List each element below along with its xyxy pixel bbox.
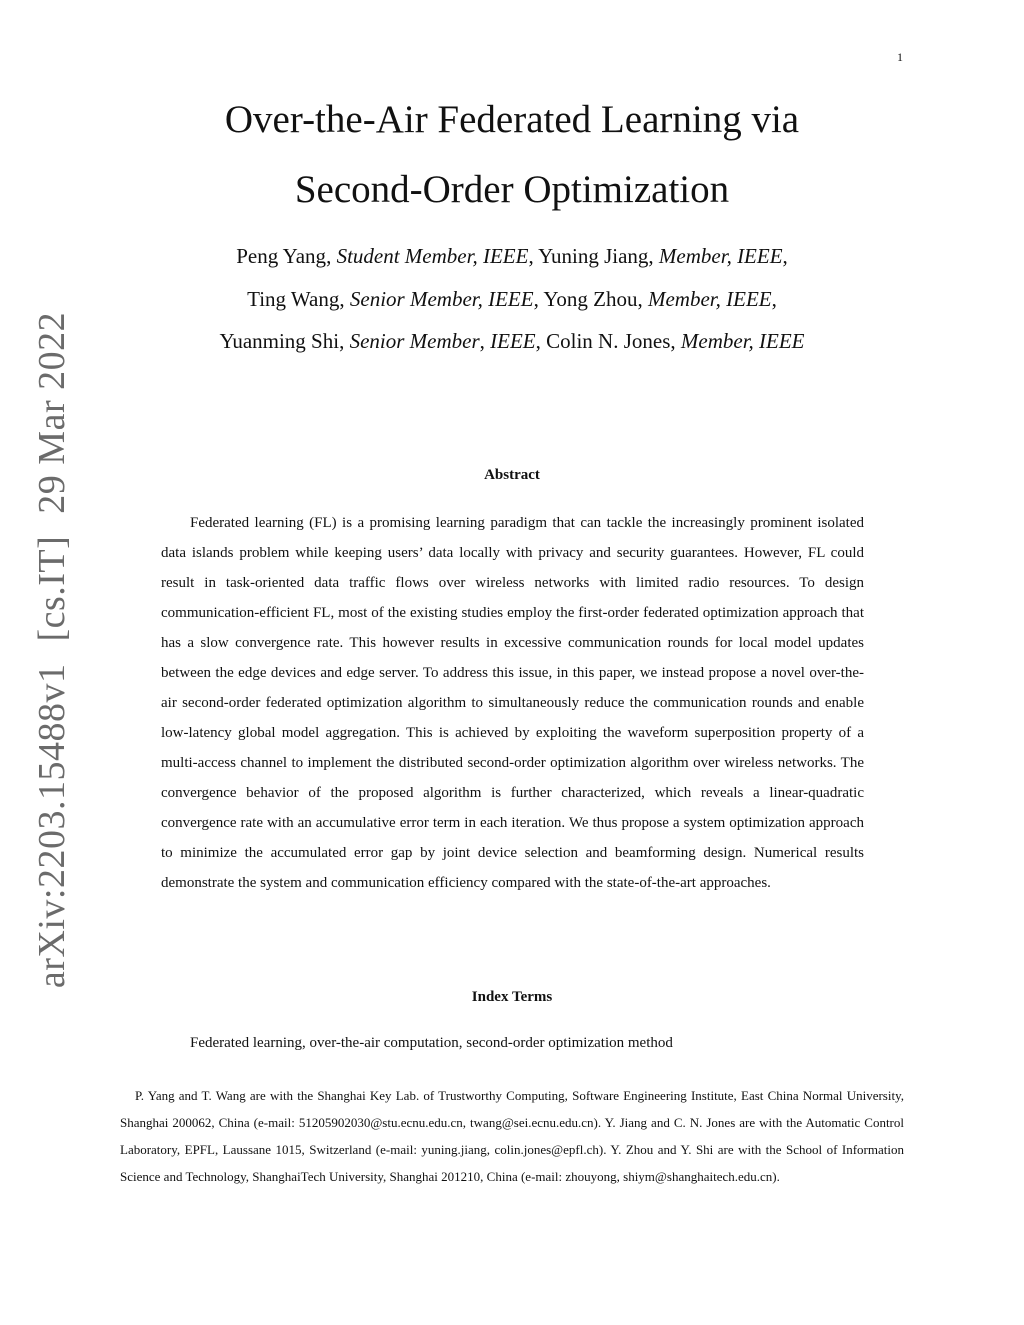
author-name: Yong Zhou <box>543 287 638 311</box>
author-role: Senior Member, IEEE <box>349 287 534 311</box>
author-line-1: Peng Yang, Student Member, IEEE, Yuning Jiang, Member, IEEE, <box>236 244 788 268</box>
abstract-body: Federated learning (FL) is a promising learning paradigm that can tackle the increasingly prominent isolated data islands problem while keeping users’ data locally with privacy and security guarantees. However, FL could result in task-oriented data traffic flows over wireless networks with limited radio resources. To design communication-efficient FL, most of the existing studies employ the first-order federated optimization approach that has a slow convergence rate. This however results in excessive communication rounds for local model updates between the edge devices and edge server. To address this issue, in this paper, we instead propose a novel over-the-air second-order federated optimization algorithm to simultaneously reduce the communication rounds and enable low-latency global model aggregation. This is achieved by exploiting the waveform superposition property of a multi-access channel to implement the distributed second-order optimization algorithm over wireless networks. The convergence behavior of the proposed algorithm is further characterized, which reveals a linear-quadratic convergence rate with an accumulative error term in each iteration. We thus propose a system optimization approach to minimize the accumulated error gap by joint device selection and beamforming design. Numerical results demonstrate the system and communication efficiency compared with the state-of-the-art approaches. <box>161 515 864 891</box>
author-name: Colin N. Jones <box>546 329 671 353</box>
index-terms-body: Federated learning, over-the-air computation, second-order optimization method <box>190 1035 673 1051</box>
arxiv-stamp <box>30 312 74 988</box>
author-name: Yuanming Shi <box>219 329 340 353</box>
author-name: Yuning Jiang <box>538 244 649 268</box>
author-line-2: Ting Wang, Senior Member, IEEE, Yong Zhou, Member, IEEE, <box>247 287 777 311</box>
paper-title-line-2: Second-Order Optimization <box>294 168 730 211</box>
arxiv-id: arXiv:2203.15488v1 <box>31 663 73 989</box>
author-role: Member, IEEE <box>658 244 783 268</box>
arxiv-date: 29 Mar 2022 <box>31 311 73 514</box>
abstract-heading: Abstract <box>484 467 540 483</box>
paper-title-line-1: Over-the-Air Federated Learning via <box>224 98 800 141</box>
index-terms-heading: Index Terms <box>471 989 553 1005</box>
page-number: 1 <box>897 50 903 64</box>
author-name: Ting Wang <box>247 287 340 311</box>
author-role: Member, IEEE <box>680 329 805 353</box>
author-name: Peng Yang <box>236 244 327 268</box>
author-role: Member, IEEE <box>647 287 772 311</box>
author-role: Student Member, IEEE <box>336 244 529 268</box>
affiliation-footnote: P. Yang and T. Wang are with the Shanghai Key Lab. of Trustworthy Computing, Software Engineering Institute, East China Normal University, Shanghai 200062, China (e-mail: 51205902030@stu.ecnu.edu.cn, twang@sei.ecnu.edu.cn). Y. Jiang and C. N. Jones are with the Automatic Control Laboratory, EPFL, Laussane 1015, Switzerland (e-mail: yuning.jiang, colin.jones@epfl.ch). Y. Zhou and Y. Shi are with the School of Information Science and Technology, ShanghaiTech University, Shanghai 201210, China (e-mail: zhouyong, shiym@shanghaitech.edu.cn). <box>120 1088 904 1184</box>
arxiv-category: [cs.IT] <box>31 535 73 642</box>
author-line-3: Yuanming Shi, Senior Member, IEEE, Colin N. Jones, Member, IEEE <box>219 329 805 353</box>
author-role: Senior Member <box>349 329 480 353</box>
author-role: IEEE <box>490 329 536 353</box>
